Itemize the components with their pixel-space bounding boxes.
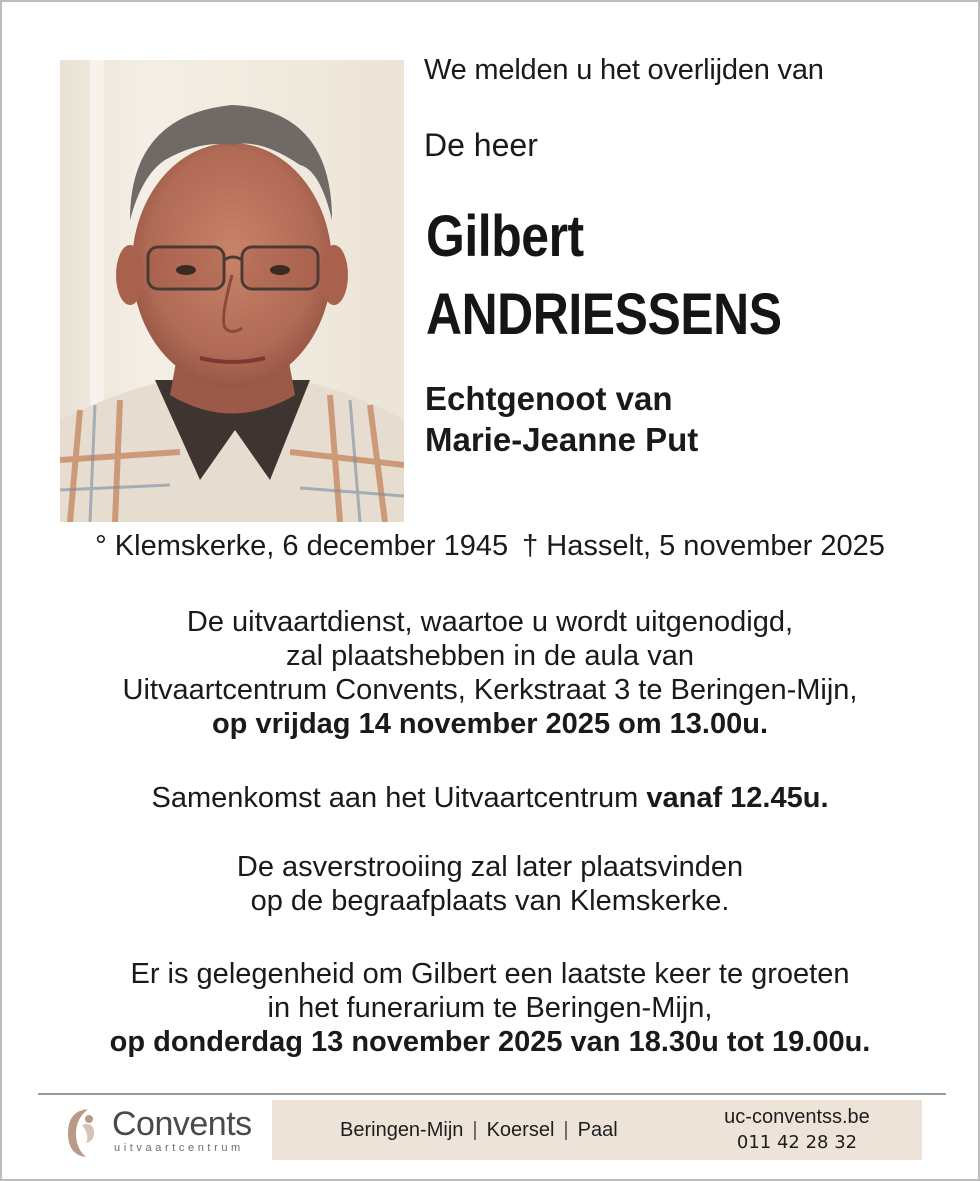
gathering-time: vanaf 12.45u.	[646, 782, 829, 814]
footer-divider	[38, 1093, 946, 1095]
convents-logo-icon	[62, 1105, 102, 1161]
location-item: Beringen-Mijn	[340, 1119, 464, 1141]
location-item: Koersel	[486, 1119, 555, 1141]
service-datetime: op vrijdag 14 november 2025 om 13.00u.	[211, 708, 769, 740]
visitation-line: Er is gelegenheid om Gilbert een laatste keer te groeten	[130, 958, 850, 990]
location-separator: |	[472, 1119, 478, 1141]
logo-name: Convents	[112, 1105, 252, 1143]
locations-list	[340, 1119, 618, 1142]
ashes-line: op de begraafplaats van Klemskerke.	[250, 885, 730, 917]
gathering-info	[2, 781, 978, 815]
visitation-datetime: op donderdag 13 november 2025 van 18.30u tot 19.00u.	[109, 1026, 871, 1058]
life-dates	[2, 530, 978, 563]
location-item: Paal	[577, 1119, 618, 1141]
honorific-title: De heer	[424, 127, 538, 163]
ashes-line: De asverstrooiing zal later plaatsvinden	[236, 851, 744, 883]
logo-subtitle: uitvaartcentrum	[114, 1142, 244, 1154]
ashes-info	[2, 850, 978, 918]
portrait-photo	[60, 60, 404, 522]
service-line: zal plaatshebben in de aula van	[286, 640, 694, 672]
death-date: † Hasselt, 5 november 2025	[522, 530, 885, 562]
spouse-info	[425, 378, 698, 460]
gathering-text: Samenkomst aan het Uitvaartcentrum	[151, 782, 639, 814]
footer-contact-box	[272, 1100, 922, 1160]
service-info	[2, 605, 978, 741]
spouse-name: Marie-Jeanne Put	[425, 421, 699, 458]
birth-date: ° Klemskerke, 6 december 1945	[95, 530, 509, 562]
visitation-line: in het funerarium te Beringen-Mijn,	[267, 992, 713, 1024]
convents-logo	[60, 1103, 270, 1163]
service-address: Uitvaartcentrum Convents, Kerkstraat 3 te Beringen-Mijn,	[122, 674, 858, 706]
spouse-label: Echtgenoot van	[425, 380, 673, 417]
deceased-name	[426, 198, 782, 354]
visitation-info	[2, 957, 978, 1059]
first-name: Gilbert	[426, 204, 584, 269]
service-line: De uitvaartdienst, waartoe u wordt uitgenodigd,	[186, 606, 794, 638]
last-name: ANDRIESSENS	[426, 282, 782, 347]
announcement-intro: We melden u het overlijden van	[424, 54, 824, 86]
phone-number: 011 42 28 32	[736, 1132, 858, 1153]
location-separator: |	[563, 1119, 569, 1141]
website-link[interactable]: uc-conventss.be	[724, 1106, 870, 1128]
